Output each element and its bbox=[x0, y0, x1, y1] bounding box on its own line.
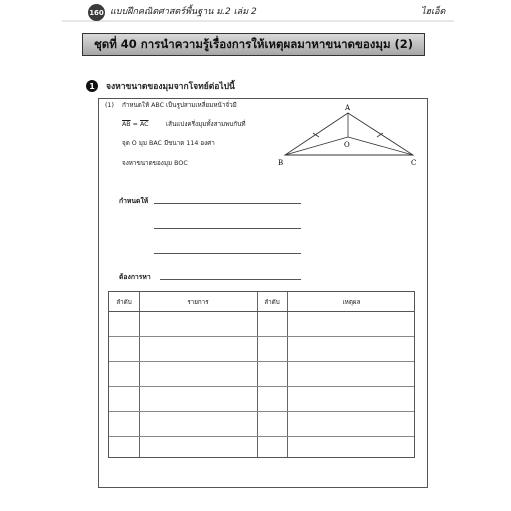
vertex-label-a: A bbox=[345, 104, 351, 112]
segment-ab: $\overline{AB}$ bbox=[122, 121, 131, 128]
page-number: 160 bbox=[89, 8, 104, 17]
lesson-title: ชุดที่ 40 การนำความรู้เรื่องการให้เหตุผลมาหาขนาดของมุม (2) bbox=[93, 36, 414, 51]
problem-segment-equality bbox=[122, 122, 149, 128]
table-row[interactable] bbox=[109, 386, 414, 387]
table-divider bbox=[139, 292, 140, 457]
question-number-badge bbox=[86, 80, 98, 92]
point-label-o: O bbox=[344, 141, 350, 149]
problem-line-1: กำหนดให้ ABC เป็นรูปสามเหลี่ยมหน้าจั่วมี bbox=[122, 102, 237, 109]
table-row[interactable] bbox=[109, 436, 414, 437]
segment-ac: $\overline{AC}$ bbox=[139, 121, 149, 128]
problem-number: (1) bbox=[105, 102, 114, 109]
table-header-reason: เหตุผล bbox=[342, 299, 361, 306]
problem-line-4: จงหาขนาดของมุม BOC bbox=[122, 160, 188, 167]
problem-line-2: เส้นแบ่งครึ่งมุมทั้งสามพบกันที่ bbox=[166, 121, 246, 128]
question-instruction: จงหาขนาดของมุมจากโจทย์ต่อไปนี้ bbox=[106, 82, 235, 92]
table-row[interactable] bbox=[109, 361, 414, 362]
publisher-name: ไฮเอ็ด bbox=[421, 7, 446, 17]
table-divider bbox=[287, 292, 288, 457]
vertex-label-b: B bbox=[278, 159, 284, 167]
given-answer-line-2[interactable] bbox=[154, 228, 301, 229]
find-answer-line[interactable] bbox=[160, 279, 301, 280]
page-number-badge bbox=[88, 4, 105, 21]
proof-table bbox=[108, 291, 415, 458]
table-row[interactable] bbox=[109, 411, 414, 412]
equals-sign: = bbox=[132, 121, 138, 128]
problem-line-3: จุด O มุม BAC มีขนาด 114 องศา bbox=[122, 140, 215, 147]
find-label: ต้องการหา bbox=[119, 273, 151, 281]
table-header-separator bbox=[109, 311, 414, 312]
given-label: กำหนดให้ bbox=[119, 197, 149, 205]
triangle-figure bbox=[276, 100, 422, 172]
lesson-title-bar bbox=[82, 33, 425, 56]
table-divider bbox=[257, 292, 258, 457]
question-number: 1 bbox=[89, 81, 95, 91]
given-answer-line-3[interactable] bbox=[154, 253, 301, 254]
table-header-order-2: ลำดับ bbox=[264, 299, 280, 306]
vertex-label-c: C bbox=[411, 159, 417, 167]
table-row[interactable] bbox=[109, 336, 414, 337]
table-header-statement: รายการ bbox=[187, 299, 209, 306]
given-answer-line-1[interactable] bbox=[154, 203, 301, 204]
book-title: แบบฝึกคณิตศาสตร์พื้นฐาน ม.2 เล่ม 2 bbox=[110, 7, 257, 17]
table-header-order-1: ลำดับ bbox=[116, 299, 132, 306]
